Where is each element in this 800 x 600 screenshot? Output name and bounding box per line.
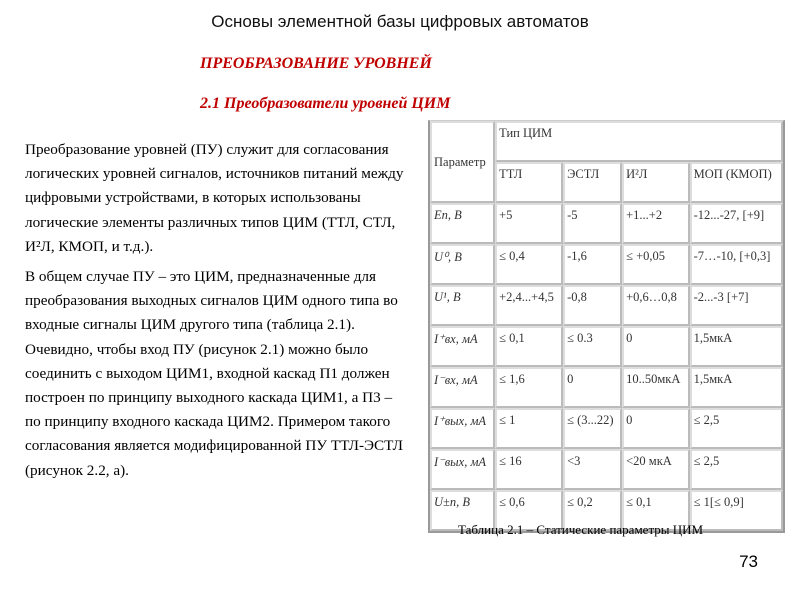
param-cell: I⁻вх, мА <box>430 367 495 408</box>
value-cell: <3 <box>563 449 622 490</box>
table-row <box>430 408 783 449</box>
value-cell: +0,6…0,8 <box>622 285 689 326</box>
table-row <box>430 244 783 285</box>
column-header: ЭСТЛ <box>563 162 622 203</box>
value-cell: 1,5мкА <box>690 367 783 408</box>
value-cell: ≤ 0,1 <box>622 490 689 531</box>
table-row <box>430 326 783 367</box>
param-cell: I⁺вх, мА <box>430 326 495 367</box>
value-cell: +1...+2 <box>622 203 689 244</box>
table-caption: Таблица 2.1 – Статические параметры ЦИМ <box>458 522 704 537</box>
value-cell: ≤ 0.3 <box>563 326 622 367</box>
value-cell: ≤ 1[≤ 0,9] <box>690 490 783 531</box>
body-text <box>25 138 405 489</box>
value-cell: -2...-3 [+7] <box>690 285 783 326</box>
parameters-table <box>428 120 785 533</box>
param-header: Параметр <box>430 121 495 203</box>
section-heading: ПРЕОБРАЗОВАНИЕ УРОВНЕЙ <box>200 55 432 72</box>
value-cell: 0 <box>622 326 689 367</box>
value-cell: ≤ 2,5 <box>690 408 783 449</box>
param-cell: I⁻вых, мА <box>430 449 495 490</box>
param-cell: U±п, В <box>430 490 495 531</box>
value-cell: ≤ 0,6 <box>495 490 563 531</box>
subsection-heading: 2.1 Преобразователи уровней ЦИМ <box>200 95 451 112</box>
table-row <box>430 449 783 490</box>
column-header: И²Л <box>622 162 689 203</box>
value-cell: ≤ 0,4 <box>495 244 563 285</box>
column-header: МОП (КМОП) <box>690 162 783 203</box>
value-cell: 0 <box>563 367 622 408</box>
value-cell: -5 <box>563 203 622 244</box>
value-cell: -0,8 <box>563 285 622 326</box>
paragraph: Преобразование уровней (ПУ) служит для согласования логических уровней сигналов, источников питаний между цифровыми устройствами, в которых использованы логические элементы различных типов ЦИМ (ТТЛ, СТЛ, И²Л, КМОП, и т.д.). <box>25 141 404 255</box>
value-cell: ≤ 2,5 <box>690 449 783 490</box>
value-cell: +5 <box>495 203 563 244</box>
value-cell: 0 <box>622 408 689 449</box>
table-row <box>430 285 783 326</box>
page-number: 73 <box>739 552 758 571</box>
value-cell: -7…-10, [+0,3] <box>690 244 783 285</box>
type-header: Тип ЦИМ <box>495 121 783 162</box>
value-cell: ≤ 1,6 <box>495 367 563 408</box>
param-cell: U¹, В <box>430 285 495 326</box>
column-header: ТТЛ <box>495 162 563 203</box>
slide-title: Основы элементной базы цифровых автоматов <box>211 12 589 31</box>
value-cell: <20 мкА <box>622 449 689 490</box>
value-cell: ≤ 1 <box>495 408 563 449</box>
value-cell: ≤ +0,05 <box>622 244 689 285</box>
value-cell: ≤ 0,2 <box>563 490 622 531</box>
value-cell: 1,5мкА <box>690 326 783 367</box>
value-cell: ≤ (3...22) <box>563 408 622 449</box>
param-cell: I⁺вых, мА <box>430 408 495 449</box>
value-cell: ≤ 16 <box>495 449 563 490</box>
table-row <box>430 367 783 408</box>
value-cell: 10..50мкА <box>622 367 689 408</box>
param-cell: Eп, В <box>430 203 495 244</box>
value-cell: -1,6 <box>563 244 622 285</box>
value-cell: ≤ 0,1 <box>495 326 563 367</box>
value-cell: -12...-27, [+9] <box>690 203 783 244</box>
paragraph: В общем случае ПУ – это ЦИМ, предназначенные для преобразования выходных сигналов ЦИМ одного типа во входные сигналы ЦИМ другого типа (таблица 2.1). Очевидно, чтобы вход ПУ (рисунок 2.1) можно было соединить с выходом ЦИМ1, входной каскад П1 должен построен по принципу выходного каскада ЦИМ1, а П3 – по принципу входного каскада ЦИМ2. Примером такого согласования является модифицированной ПУ ТТЛ-ЭСТЛ (рисунок 2.2, а). <box>25 268 403 479</box>
param-cell: U⁰, В <box>430 244 495 285</box>
value-cell: +2,4...+4,5 <box>495 285 563 326</box>
table-row <box>430 203 783 244</box>
